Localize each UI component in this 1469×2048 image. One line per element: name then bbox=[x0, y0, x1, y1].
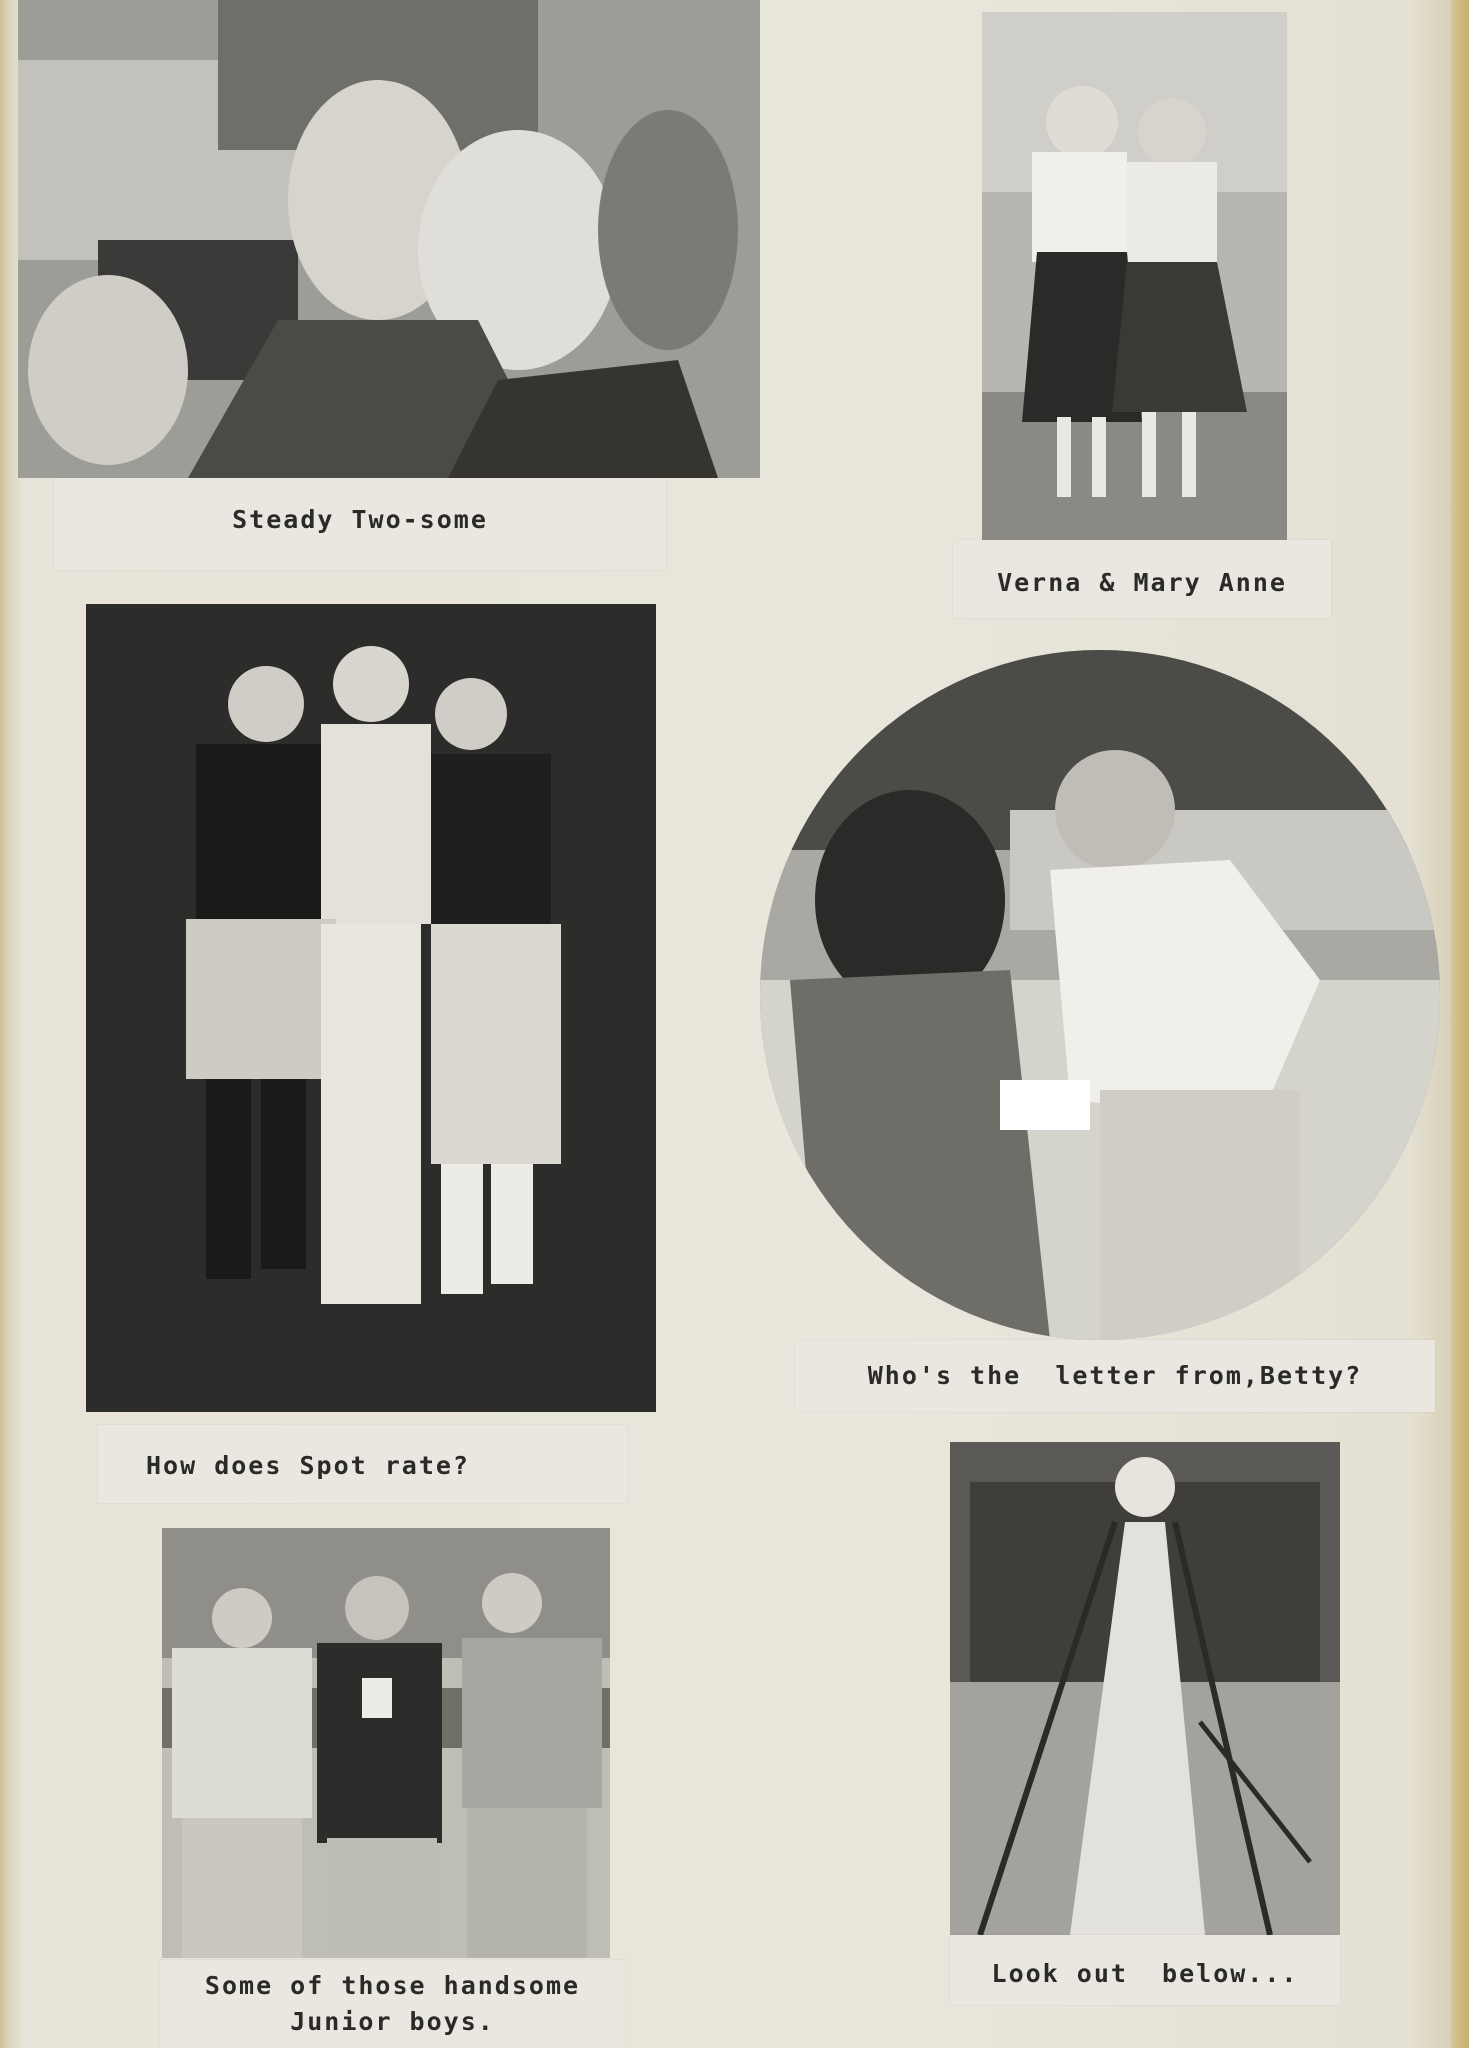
photo-steady-two-some bbox=[18, 0, 760, 478]
caption-junior-line1: Some of those handsome bbox=[204, 1971, 581, 2000]
photo-spot bbox=[86, 604, 656, 1412]
page-binding-edge bbox=[1451, 0, 1469, 2048]
photo-betty-letter bbox=[760, 650, 1440, 1340]
caption-betty-letter: Who's the letter from,Betty? bbox=[867, 1361, 1363, 1390]
caption-verna-mary-anne: Verna & Mary Anne bbox=[997, 568, 1287, 597]
caption-spot: How does Spot rate? bbox=[146, 1451, 470, 1480]
photo-verna-mary-anne bbox=[982, 12, 1287, 540]
photo-junior-boys bbox=[162, 1528, 610, 1958]
photo-slide bbox=[950, 1442, 1340, 1935]
caption-steady-two-some: Steady Two-some bbox=[232, 505, 488, 534]
caption-slide: Look out below... bbox=[991, 1959, 1299, 1988]
caption-junior-line2: Junior boys. bbox=[290, 2007, 495, 2036]
